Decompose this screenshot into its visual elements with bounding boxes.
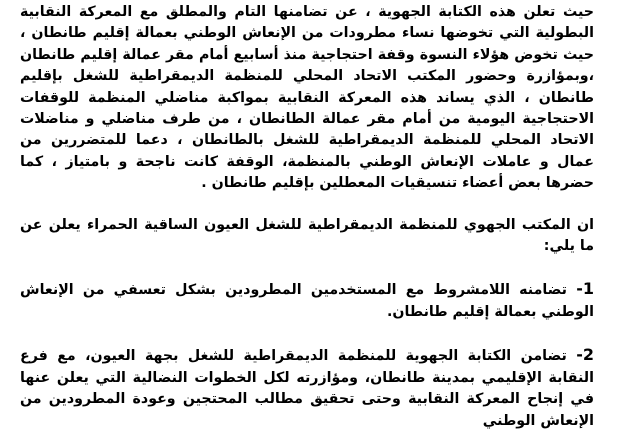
- announcement-line: ان المكتب الجهوي للمنظمة الديمقراطية للشغل العيون الساقية الحمراء يعلن عن ما يلي:: [20, 216, 594, 255]
- point-2-text: تضامن الكتابة الجهوية للمنظمة الديمقراطية للشغل بجهة العيون، مع فرع النقابة الإقليمي بمدينة طانطان، ومؤازرته لكل الخطوات النضالية التي يعلن عنها في إنجاح المعركة النقابية وحتى تحقيق مطالب المحتجين وعودة المطرودين من الإنعاش الوطني: [20, 348, 594, 429]
- point-1-text: تضامنه اللامشروط مع المستخدمين المطرودين بشكل تعسفي من الإنعاش الوطني بعمالة إقليم طانطان.: [20, 282, 594, 320]
- point-1: [20, 278, 594, 323]
- point-2: [20, 344, 594, 432]
- point-1-number: 1-: [576, 279, 594, 299]
- point-2-number: 2-: [576, 345, 594, 365]
- intro-paragraph: حيث تعلن هذه الكتابة الجهوية ، عن تضامنها التام والمطلق مع المعركة النقابية البطولية التي تخوضها نساء مطرودات من الإنعاش الوطني بعمالة إقليم طانطان ، حيث تخوض هؤلاء النسوة وقفة احتجاجية منذ أسابيع أمام مقر عمالة إقليم طانطان ،وبمؤازرة وحضور المكتب الاتحاد المحلي للمنظمة الديمقراطية للشغل بإقليم طانطان ، الذي يساند هذه المعركة النقابية بمواكبة مناضلي المنظمة للوقفات الاحتجاجية اليومية من أمام مقر عمالة الطانطان ، من طرف مناضلي و مناضلات الاتحاد المحلي للمنظمة الديمقراطية للشغل بالطانطان ، دعما للمتضررين من عمال و عاملات الإنعاش الوطني بالمنظمة، الوقفة كانت ناجحة و بامتياز ، كما حضرها بعض أعضاء تنسيقيات المعطلين بإقليم طانطان .: [20, 4, 594, 192]
